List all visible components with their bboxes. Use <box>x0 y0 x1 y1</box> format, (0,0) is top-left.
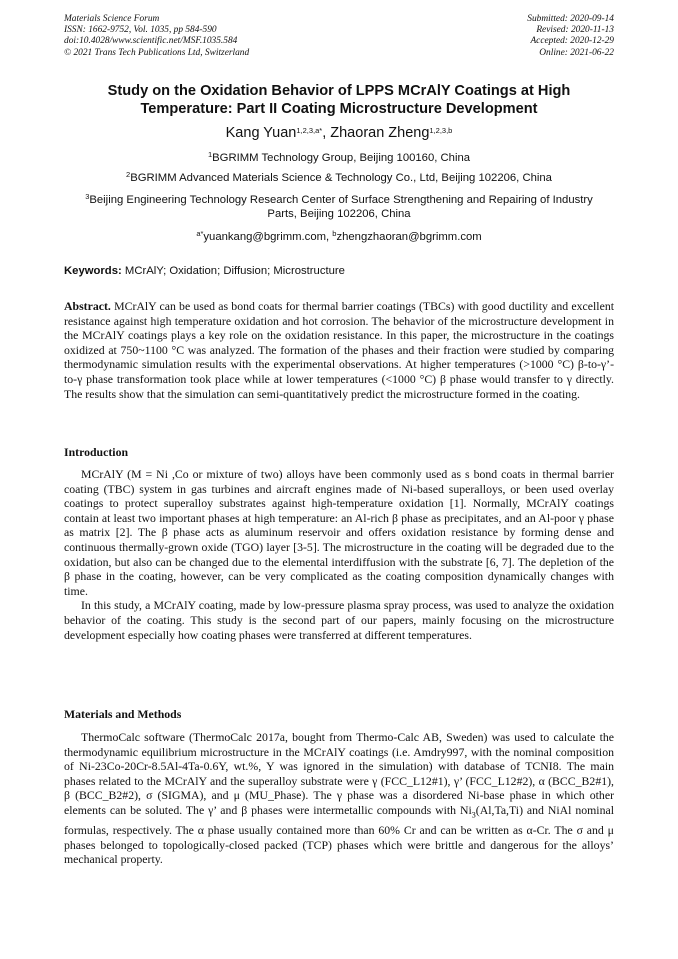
author-affiliation-marker: 1,2,3,a* <box>296 126 323 135</box>
title-line-1: Study on the Oxidation Behavior of LPPS MCrAlY Coatings at High <box>107 83 571 99</box>
journal-header <box>64 14 249 59</box>
dates-header <box>527 14 614 59</box>
paragraph-text: (Al,Ta,Ti) and NiAl nominal formulas, respectively. The α phase usually contained more than 60% Cr and can be written as α-Cr. The σ and μ phases belonged to topologically-closed packed (TCP) phases which were brittle and dangerous for the alloys’ mechanical property. <box>64 802 614 867</box>
journal-doi: doi:10.4028/www.scientific.net/MSF.1035.584 <box>64 36 238 47</box>
keywords-text: MCrAlY; Oxidation; Diffusion; Microstructure <box>121 265 345 277</box>
title-line-2: Temperature: Part II Coating Microstructure Development <box>140 101 538 117</box>
paragraph: MCrAlY (M = Ni ,Co or mixture of two) alloys have been commonly used as s bond coats in thermal barrier coating (TBC) system in gas turbines and aircraft engines made of Ni-based superalloys, or been used overlay coatings to protect superalloy substrates against high-temperature oxidation [1]. Normally, MCrAlY coatings contain at least two important phases at high temperature: an Al-rich β phase as precipitates, and an Al-poor γ phase as matrix [2]. The β phase acts as aluminum reservoir and offers oxidation resistance by forming dense and continuous thermally-grown oxide (TGO) layer [3-5]. The microstructure in the coating will be degraded due to the oxidation, but also can be changed due to the elemental interdiffusion with the substrate [6, 7]. The depletion of the β phase in the coating, however, can be very complicated as the coating composition dynamically changes with time. <box>64 467 614 598</box>
affiliation-marker: 1 <box>207 150 213 159</box>
paragraph-text: ThermoCalc software (ThermoCalc 2017a, bought from Thermo-Calc AB, Sweden) was used to calculate the thermodynamic equilibrium microstructure in the MCrAlY coatings (i.e. Amdry997, with the nominal composition of Ni-23Co-20Cr-8.5Al-4Ta-0.6Y, wt.%, Y was ignored in the simulation) with database of TCNI8. The main phases related to the MCrAlY and the superalloy substrate were γ (FCC_L12#1), γ’ (FCC_L12#2), α (BCC_B2#1), β (BCC_B2#2), σ (SIGMA), and μ (MU_Phase). The γ phase was a disordered Ni-base phase in which other elements can be soluted. The γ’ and β phases were intermetallic compounds with Ni <box>64 730 614 817</box>
author-emails <box>64 230 614 244</box>
keywords <box>64 264 614 278</box>
paragraph <box>64 730 614 867</box>
keywords-label: Keywords: <box>64 265 122 277</box>
journal-name: Materials Science Forum <box>64 14 160 24</box>
journal-copyright: © 2021 Trans Tech Publications Ltd, Switzerland <box>64 47 250 58</box>
abstract <box>64 299 614 401</box>
date-accepted: Accepted: 2020-12-29 <box>530 36 614 47</box>
author-separator: , <box>322 125 331 141</box>
abstract-text: MCrAlY can be used as bond coats for thermal barrier coatings (TBCs) with good ductility and excellent resistance against high temperature oxidation and hot corrosion. The behavior of the microstructure development in the MCrAlY coatings plays a key role on the oxidation resistance. In this paper, the microstructure in the coatings oxidized at 750~1100 °C was analyzed. The formation of the phases and their fraction were studied by comparing thermodynamic simulation results with the experimental observations. At higher temperatures (>1000 °C) β-to-γ’-to-γ phase transformation took place while at lower temperatures (<1000 °C) β phase would transfer to γ directly. The results show that the simulation can semi-quantitatively predict the microstructure formed in the coating. <box>64 299 614 401</box>
email-link[interactable]: zhengzhaoran@bgrimm.com <box>336 231 482 243</box>
affiliation-marker: 3 <box>85 192 90 201</box>
email-marker: a* <box>196 229 204 238</box>
paragraph: In this study, a MCrAlY coating, made by low-pressure plasma spray process, was used to analyze the oxidation behavior of the coating. This study is the second part of our papers, mainly focusing on the microstructure development especially how coating phases were transferred at different temperatures. <box>64 598 614 642</box>
abstract-label: Abstract. <box>64 299 111 313</box>
paper-title <box>64 82 614 118</box>
section-heading-introduction: Introduction <box>64 445 129 459</box>
author-name: Kang Yuan <box>225 125 297 141</box>
affiliation <box>64 151 614 165</box>
author-affiliation-marker: 1,2,3,b <box>429 126 453 135</box>
email-link[interactable]: yuankang@bgrimm.com, <box>203 231 333 243</box>
affiliation-marker: 2 <box>126 170 131 179</box>
journal-issn: ISSN: 1662-9752, Vol. 1035, pp 584-590 <box>64 25 217 36</box>
date-submitted: Submitted: 2020-09-14 <box>527 14 614 24</box>
subscript: 3 <box>471 810 476 820</box>
affiliation-text: BGRIMM Advanced Materials Science & Technology Co., Ltd, Beijing 102206, China <box>130 172 552 184</box>
email-marker: b <box>332 229 337 238</box>
author-name: Zhaoran Zheng <box>330 125 430 141</box>
affiliation <box>78 193 600 221</box>
methods-section <box>64 730 614 867</box>
author-list <box>64 124 614 142</box>
date-revised: Revised: 2020-11-13 <box>536 25 614 36</box>
date-online: Online: 2021-06-22 <box>539 47 614 58</box>
affiliation-text: Beijing Engineering Technology Research Center of Surface Strengthening and Repairing of Industry Parts, Beijing 102206, China <box>89 194 593 220</box>
section-heading-methods: Materials and Methods <box>64 707 182 721</box>
affiliation <box>64 171 614 185</box>
introduction-section <box>64 467 614 642</box>
affiliation-text: BGRIMM Technology Group, Beijing 100160, China <box>212 152 471 164</box>
